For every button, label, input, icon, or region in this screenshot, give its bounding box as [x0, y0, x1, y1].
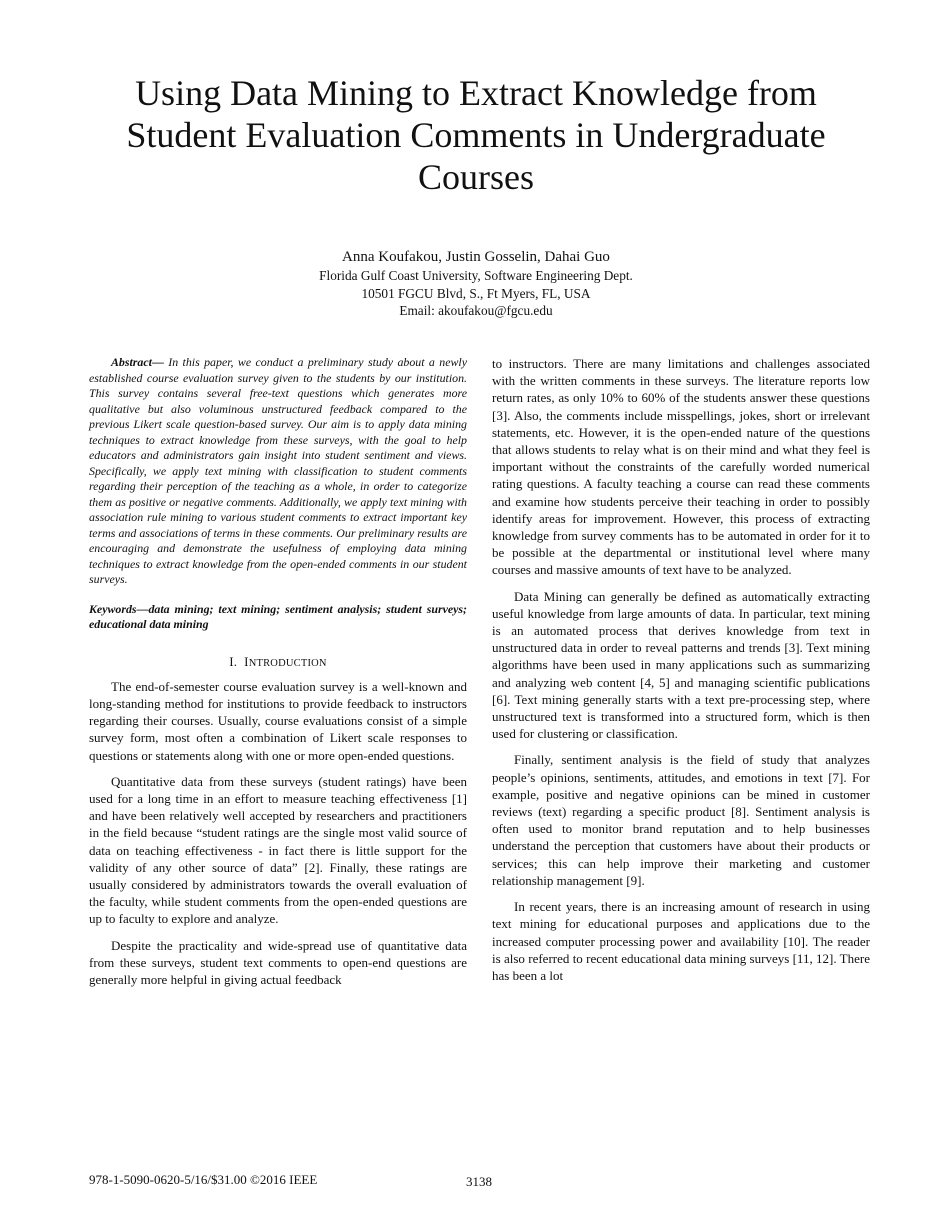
paragraph: Finally, sentiment analysis is the field of study that analyzes people’s opinions, sentiments, attitudes, and emotions in text [7]. For example, positive and negative opinions can be mined in customer reviews (text) regarding a specific product [8]. Sentiment analysis is often used to monitor brand reputation and to help businesses understand the perception that customers have about their products or services; this can help improve their marketing and customer relationship management [9]. [492, 752, 870, 888]
paragraph: Data Mining can generally be defined as automatically extracting useful knowledge from large amounts of data. In particular, text mining is an automated process that derives knowledge from text in unstructured data in order to reveal patterns and trends [3]. Text mining algorithms have been used in many applications such as summarizing and analyzing web content [4, 5] and managing scientific publications [6]. Text mining generally starts with a text pre-processing step, where unstructured text is transformed into a structured form, which is then used for clustering or classification. [492, 588, 870, 742]
abstract [89, 355, 467, 588]
author-block [90, 247, 862, 320]
author-affiliation: Florida Gulf Coast University, Software Engineering Dept. [319, 268, 633, 283]
abstract-text: In this paper, we conduct a preliminary study about a newly established course evaluation survey given to the students by our institution. This survey contains several free-text questions which generates more qualitative but also voluminous unstructured feedback compared to the previous Likert scale question-based survey. Our aim is to apply data mining techniques to extract knowledge from these surveys, with the goal to help educators and administrators gain insight into student sentiment and views. Specifically, we apply text mining with classification to student comments regarding their perception of the teaching as a whole, in order to categorize them as positive or negative comments. Additionally, we apply text mining with association rule mining to various student comments to extract important key terms and associations of terms in these comments. Our preliminary results are encouraging and demonstrate the usefulness of employing data mining techniques to extract knowledge from the open-ended comments in our student surveys. [89, 355, 467, 586]
author-names: Anna Koufakou, Justin Gosselin, Dahai Guo [342, 249, 610, 265]
section-title-rest: NTRODUCTION [248, 657, 327, 669]
right-column [492, 355, 870, 993]
author-email: Email: akoufakou@fgcu.edu [399, 303, 553, 318]
paragraph: The end-of-semester course evaluation survey is a well-known and long-standing method for institutions to provide feedback to instructors regarding their courses. Usually, course evaluations consist of a simple survey form, most often a combination of Likert scale responses to questions or statements along with one or more open-ended questions. [89, 678, 467, 763]
author-address: 10501 FGCU Blvd, S., Ft Myers, FL, USA [361, 285, 591, 301]
paragraph: to instructors. There are many limitations and challenges associated with the written comments in these surveys. The literature reports low return rates, as only 10% to 60% of the students answer these questions [3]. Also, the comments include misspellings, jokes, short or irrelevant statements, etc. However, it is the open-ended nature of the questions that allows students to relay what is on their mind and what they feel is important without the constraints of the carefully worded numerical rating questions. A faculty teaching a course can read these comments and examine how students perceive their teaching in order to possibly identify areas for improvement. However, this process of extracting knowledge from survey comments has to be automated in order for it to be possible at the departmental or institutional level where many courses and massive amounts of text have to be analyzed. [492, 356, 870, 578]
abstract-label: Abstract— [111, 355, 164, 369]
paper-title: Using Data Mining to Extract Knowledge from Student Evaluation Comments in Undergraduate Courses [126, 73, 826, 197]
section-title-initial: I [244, 653, 249, 669]
paragraph: Quantitative data from these surveys (student ratings) have been used for a long time in an effort to measure teaching effectiveness [1] and have been relatively well accepted by researchers and practitioners in the field because “student ratings are the single most valid source of data on teaching effectiveness - in fact there is little support for the validity of any other source of data” [2]. Finally, these ratings are usually considered by administrators towards the overall evaluation of the faculty, while student comments from the open-ended questions are up to faculty to explore and analyze. [89, 773, 467, 927]
section-heading-introduction [89, 653, 467, 672]
section-number: I. [229, 653, 238, 669]
left-column [89, 355, 467, 997]
paragraph: Despite the practicality and wide-spread use of quantitative data from these surveys, student text comments to open-end questions are generally more helpful in giving actual feedback [89, 937, 467, 987]
copyright-footer: 978-1-5090-0620-5/16/$31.00 ©2016 IEEE [89, 1172, 318, 1187]
keywords: Keywords—data mining; text mining; sentiment analysis; student surveys; educational data mining [89, 601, 467, 631]
page-number: 3138 [466, 1174, 492, 1189]
paragraph: In recent years, there is an increasing amount of research in using text mining for educational purposes and applications due to the increased computer processing power and availability [10]. The reader is also referred to recent educational data mining surveys [11, 12]. There has been a lot [492, 899, 870, 983]
